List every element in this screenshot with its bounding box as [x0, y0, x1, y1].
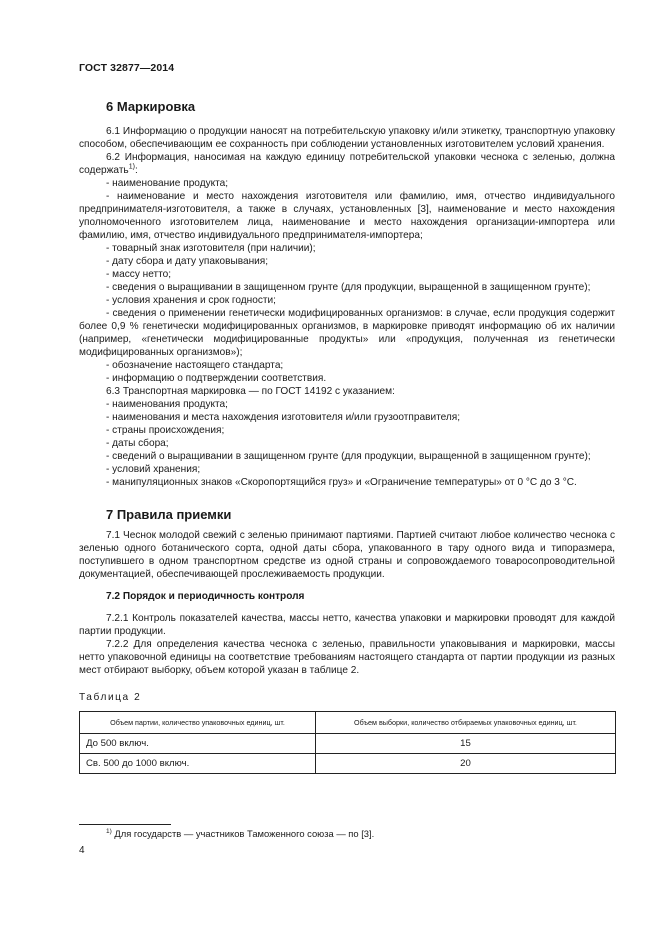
table-header-row: [80, 712, 616, 734]
list-item: - дату сбора и дату упаковывания;: [106, 256, 269, 267]
list-item: - обозначение настоящего стандарта;: [106, 360, 284, 371]
paragraph-6-1: 6.1 Информацию о продукции наносят на потребительскую упаковку и/или этикетку, транспортную упаковку способом, обеспечивающим ее сохранность при соблюдении установленных изготовителем условий хранения.: [79, 126, 615, 150]
list-6-2: [79, 177, 615, 385]
table-header-cell: Объем партии, количество упаковочных единиц, шт.: [80, 712, 316, 734]
standard-header: ГОСТ 32877—2014: [79, 62, 175, 74]
list-item: - сведения о применении генетически модифицированных организмов: в случае, если продукция содержит более 0,9 % генетически модифицированных организмов, в маркировке приводят информацию об их наличии (например, «генетически модифицированные продукты» или «продукция, полученная из генетически модифицированных организмов»);: [79, 308, 615, 358]
paragraph-6-2: 6.2 Информация, наносимая на каждую единицу потребительской упаковки чеснока с зеленью, должна содержать$^{1)}$:: [79, 152, 615, 176]
table-row: [80, 754, 616, 774]
footnote-marker: 1): [106, 827, 112, 835]
list-item: - наименование продукта;: [106, 178, 229, 189]
section-6-title: 6 Маркировка: [106, 99, 196, 114]
paragraph-7-1: 7.1 Чеснок молодой свежий с зеленью принимают партиями. Партией считают любое количество чеснока с зеленью одного ботанического сорта, одной даты сбора, упакованного в тару одного вида и типоразмера, поступившего в одном транспортном средстве из одной страны и сопровождаемого товаросопроводительной документацией, обеспечивающей прослеживаемость продукции.: [79, 530, 615, 580]
table-header-cell: Объем выборки, количество отбираемых упаковочных единиц, шт.: [316, 712, 616, 734]
list-item: - условия хранения и срок годности;: [106, 295, 276, 306]
page-number: 4: [79, 845, 85, 856]
section-7-title: 7 Правила приемки: [106, 507, 232, 522]
table-caption: Таблица 2: [79, 692, 142, 703]
list-item: - сведений о выращивании в защищенном грунте (для продукции, выращенной в защищенном грунте);: [106, 451, 591, 462]
list-6-3: [79, 398, 615, 489]
list-item: - даты сбора;: [106, 438, 169, 449]
list-item: - сведения о выращивании в защищенном грунте (для продукции, выращенной в защищенном грунте);: [106, 282, 591, 293]
footnote: [106, 828, 374, 839]
footnote-text: Для государств — участников Таможенного союза — по [3].: [111, 828, 375, 839]
list-item: - условий хранения;: [106, 464, 201, 475]
paragraph-7-2-1: 7.2.1 Контроль показателей качества, массы нетто, качества упаковки и маркировки проводят для каждой партии продукции.: [79, 613, 615, 637]
footnote-ref[interactable]: 1): [128, 163, 135, 171]
footnote-divider: [79, 824, 171, 825]
subsection-7-2-title: 7.2 Порядок и периодичность контроля: [106, 591, 305, 602]
table-cell: Св. 500 до 1000 включ.: [80, 754, 316, 774]
table-cell: До 500 включ.: [80, 734, 316, 754]
page-content: [79, 90, 615, 774]
list-item: - массу нетто;: [106, 269, 172, 280]
table-row: [80, 734, 616, 754]
table-cell: 15: [316, 734, 616, 754]
list-item: - наименование и место нахождения изготовителя или фамилию, имя, отчество индивидуального предпринимателя-изготовителя, а также в случаях, установленных [3], наименование и место нахождения уполномоченного изготовителем лица, наименование и место нахождения организации-импортера или фамилию, имя, отчество индивидуального предпринимателя-импортера;: [79, 191, 615, 241]
list-item: - страны происхождения;: [106, 425, 225, 436]
sample-size-table: [79, 711, 616, 774]
paragraph-7-2-2: 7.2.2 Для определения качества чеснока с зеленью, правильности упаковывания и маркировки, массы нетто упаковочной единицы на соответствие требованиям настоящего стандарта от партии продукции из разных мест отбирают выборку, объем которой указан в таблице 2.: [79, 639, 615, 676]
list-item: - информацию о подтверждении соответствия.: [106, 373, 327, 384]
list-item: - наименования и места нахождения изготовителя и/или грузоотправителя;: [106, 412, 461, 423]
list-item: - наименования продукта;: [106, 399, 228, 410]
list-item: - товарный знак изготовителя (при наличии);: [106, 243, 316, 254]
paragraph-6-3: 6.3 Транспортная маркировка — по ГОСТ 14192 с указанием:: [106, 386, 395, 397]
table-cell: 20: [316, 754, 616, 774]
paragraph-6-2-text: 6.2 Информация, наносимая на каждую единицу потребительской упаковки чеснока с зеленью, должна содержать: [79, 152, 615, 176]
list-item: - манипуляционных знаков «Скоропортящийся груз» и «Ограничение температуры» от 0 °С до 3 °С.: [106, 477, 577, 488]
